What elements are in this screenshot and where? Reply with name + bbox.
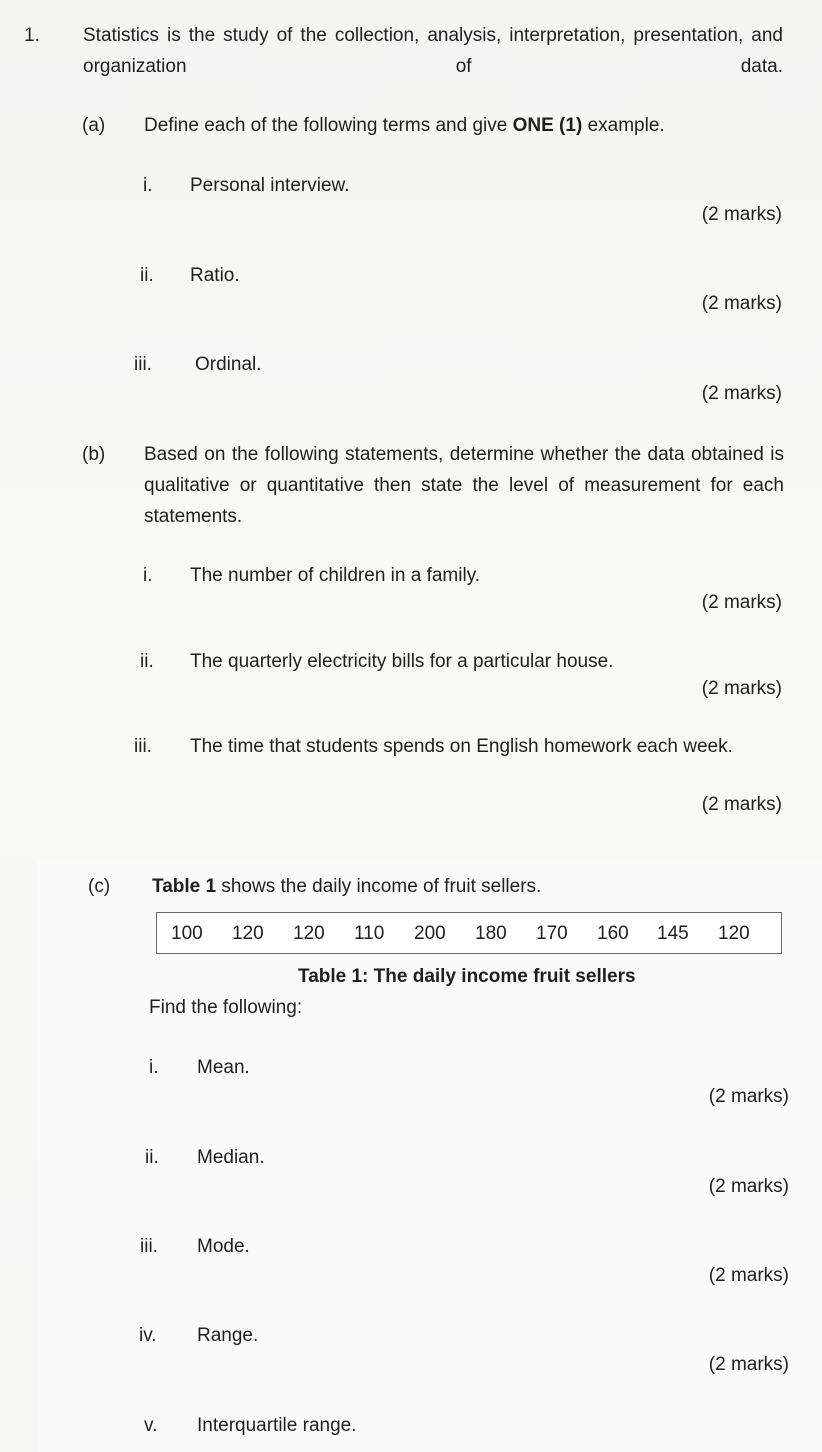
table-cell: 120 [718,923,750,944]
item-number: ii. [140,265,154,286]
part-a-label: (a) [82,115,106,136]
item-number: ii. [145,1147,159,1168]
item-text: Ordinal. [195,354,262,375]
item-text: Personal interview. [190,175,350,196]
table-cell: 170 [536,923,568,944]
part-a-prompt: Define each of the following terms and give ONE (1) example. [144,115,665,136]
marks-label: (2 marks) [701,794,782,815]
item-text: Mode. [197,1236,250,1257]
part-b-label: (b) [82,444,106,465]
item-number: iii. [134,354,152,375]
marks-label: (2 marks) [708,1265,789,1286]
item-number: i. [149,1057,159,1078]
item-text: Interquartile range. [197,1415,357,1436]
part-b-prompt: Based on the following statements, determine whether the data obtained is qualitative or quantitative then state the level of measurement for each statements. [144,444,784,527]
marks-label: (2 marks) [708,1086,789,1107]
item-text: Range. [197,1325,259,1346]
income-table [156,912,782,954]
item-number: iii. [134,736,152,757]
item-text: The quarterly electricity bills for a particular house. [190,651,614,672]
item-number: iv. [139,1325,157,1346]
question-intro: Statistics is the study of the collection, analysis, interpretation, presentation, and organization of data. [83,25,783,77]
item-number: iii. [140,1236,158,1257]
table-cell: 180 [475,923,507,944]
item-number: ii. [140,651,154,672]
item-number: v. [144,1415,158,1436]
table-cell: 100 [171,923,203,944]
item-text: Mean. [197,1057,250,1078]
item-number: i. [143,175,153,196]
item-text: The time that students spends on English homework each week. [190,736,733,757]
table-cell: 160 [597,923,629,944]
table-cell: 200 [414,923,446,944]
marks-label: (2 marks) [708,1176,789,1197]
item-text: Median. [197,1147,265,1168]
marks-label: (2 marks) [701,204,782,225]
item-text: The number of children in a family. [190,565,481,586]
part-c-label: (c) [88,876,111,897]
table-caption: Table 1: The daily income fruit sellers [298,966,636,987]
marks-label: (2 marks) [701,383,782,404]
table-cell: 110 [354,923,385,944]
table-cell: 145 [657,923,689,944]
table-cell: 120 [232,923,264,944]
marks-label: (2 marks) [708,1354,789,1375]
part-c-prompt: Table 1 shows the daily income of fruit sellers. [152,876,542,897]
item-number: i. [143,565,153,586]
marks-label: (2 marks) [701,293,782,314]
find-instruction: Find the following: [149,997,303,1018]
table-cell: 120 [293,923,325,944]
marks-label: (2 marks) [701,592,782,613]
question-number: 1. [24,25,40,46]
marks-label: (2 marks) [701,678,782,699]
item-text: Ratio. [190,265,240,286]
